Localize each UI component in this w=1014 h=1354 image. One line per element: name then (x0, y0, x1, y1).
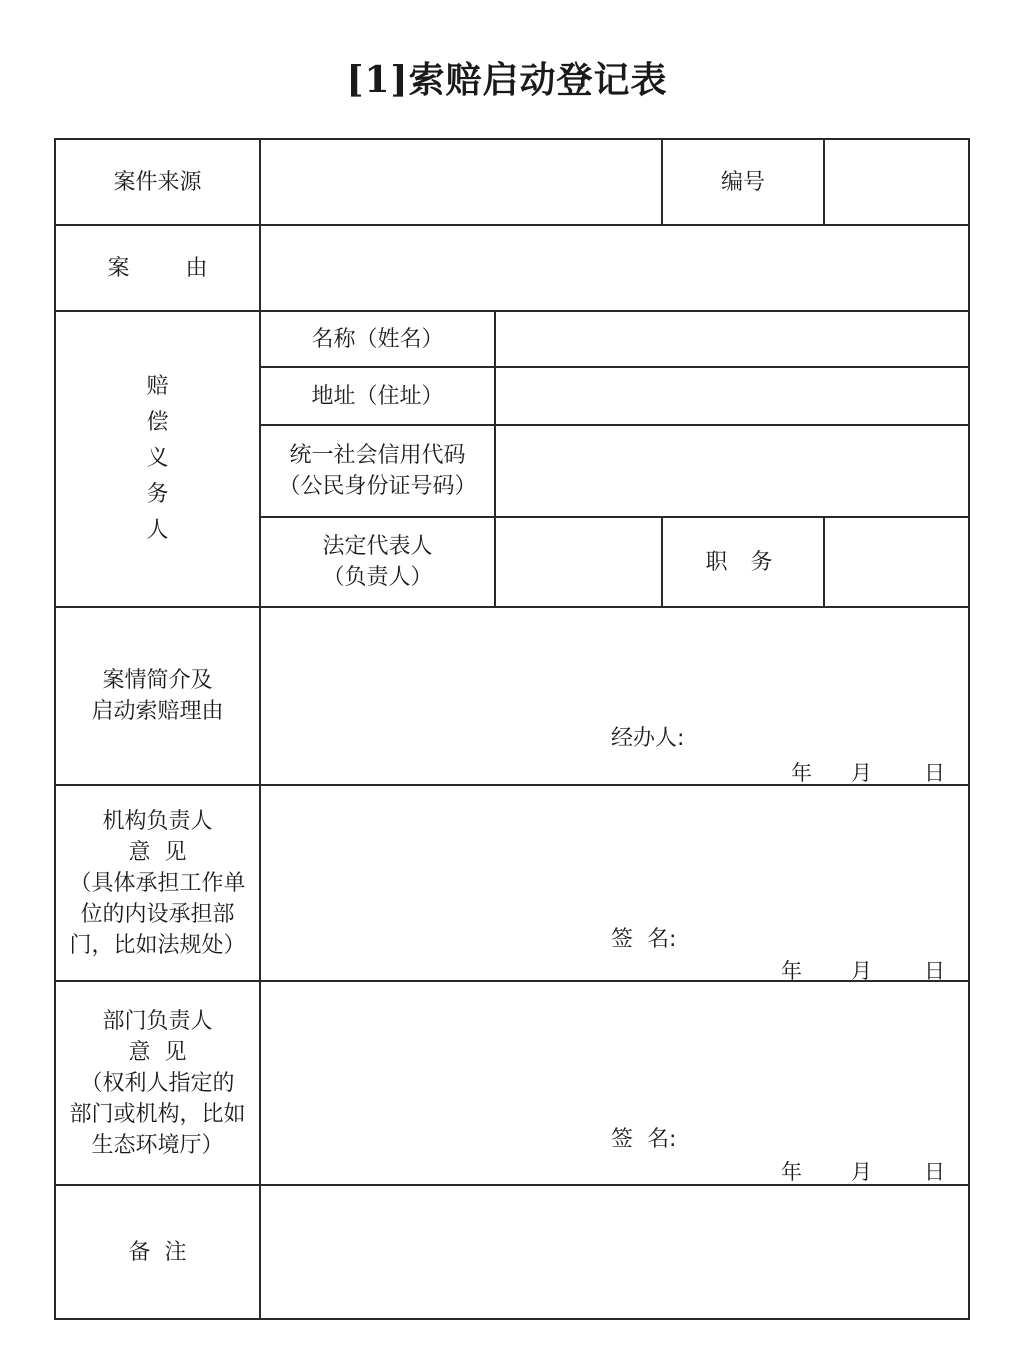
case-source-field[interactable] (260, 139, 662, 225)
row-case-source (55, 139, 969, 225)
obligor-char-5: 人 (146, 518, 169, 543)
org-head-line-1: 机构负责人 (102, 808, 213, 834)
credit-code-line-1: 统一社会信用代码 (289, 443, 466, 468)
org-head-date-day: 日 (924, 959, 945, 983)
dept-head-date-year: 年 (781, 1160, 802, 1184)
date-year: 年 (791, 761, 812, 785)
dept-head-date-day: 日 (924, 1160, 945, 1184)
org-head-line-4: 位的内设承担部 (80, 901, 235, 927)
row-case-summary (55, 607, 969, 785)
org-head-line-5: 门，比如法规处） (69, 932, 246, 958)
org-head-label (55, 785, 260, 981)
dept-head-sign-label: 签 名: (611, 1127, 677, 1152)
case-summary-line-1: 案情简介及 (102, 668, 213, 693)
case-summary-field[interactable] (260, 607, 969, 785)
org-head-line-3: （具体承担工作单 (69, 870, 246, 896)
registration-form-table (54, 138, 970, 1320)
org-head-date-year: 年 (781, 959, 802, 983)
obligor-char-1: 赔 (146, 374, 169, 399)
row-case-cause (55, 225, 969, 311)
row-org-head (55, 785, 969, 981)
form-title: [1]索赔启动登记表 (346, 59, 668, 101)
dept-head-opinion-field[interactable] (260, 981, 969, 1185)
legal-rep-label (260, 517, 495, 607)
serial-no-field[interactable] (824, 139, 969, 225)
case-cause-label (55, 225, 260, 311)
name-label: 名称（姓名） (260, 311, 495, 367)
case-cause-field[interactable] (260, 225, 969, 311)
dept-head-line-1: 部门负责人 (102, 1008, 213, 1034)
dept-head-line-3: （权利人指定的 (80, 1070, 235, 1096)
position-label: 职 务 (662, 517, 824, 607)
dept-head-label (55, 981, 260, 1185)
serial-no-label: 编号 (662, 139, 824, 225)
date-month: 月 (851, 761, 872, 785)
legal-rep-line-2: （负责人） (322, 565, 433, 590)
org-head-line-2: 意 见 (128, 839, 187, 865)
date-day: 日 (924, 761, 945, 785)
credit-code-field[interactable] (495, 425, 969, 517)
obligor-char-2: 偿 (146, 410, 169, 435)
org-head-opinion-field[interactable] (260, 785, 969, 981)
obligor-char-3: 义 (146, 446, 169, 471)
legal-rep-field[interactable] (495, 517, 662, 607)
address-field[interactable] (495, 367, 969, 425)
obligor-char-4: 务 (146, 482, 169, 507)
dept-head-line-2: 意 见 (128, 1039, 187, 1065)
row-dept-head (55, 981, 969, 1185)
case-summary-label (55, 607, 260, 785)
row-remarks (55, 1185, 969, 1319)
name-field[interactable] (495, 311, 969, 367)
credit-code-label (260, 425, 495, 517)
case-source-label: 案件来源 (55, 139, 260, 225)
remarks-field[interactable] (260, 1185, 969, 1319)
case-cause-char-1: 案 (107, 255, 130, 281)
case-cause-char-2: 由 (185, 255, 208, 281)
row-obligor-name (55, 311, 969, 367)
case-summary-line-2: 启动索赔理由 (91, 699, 224, 724)
handler-label: 经办人: (611, 726, 685, 751)
dept-head-line-5: 生态环境厅） (91, 1132, 224, 1158)
credit-code-line-2: （公民身份证号码） (278, 474, 477, 499)
org-head-sign-label: 签 名: (611, 927, 677, 952)
address-label: 地址（住址） (260, 367, 495, 425)
legal-rep-line-1: 法定代表人 (322, 534, 433, 559)
position-field[interactable] (824, 517, 969, 607)
dept-head-date-month: 月 (851, 1160, 872, 1184)
dept-head-line-4: 部门或机构，比如 (69, 1101, 246, 1127)
remarks-label: 备 注 (55, 1185, 260, 1319)
obligor-label (55, 311, 260, 607)
org-head-date-month: 月 (851, 959, 872, 983)
